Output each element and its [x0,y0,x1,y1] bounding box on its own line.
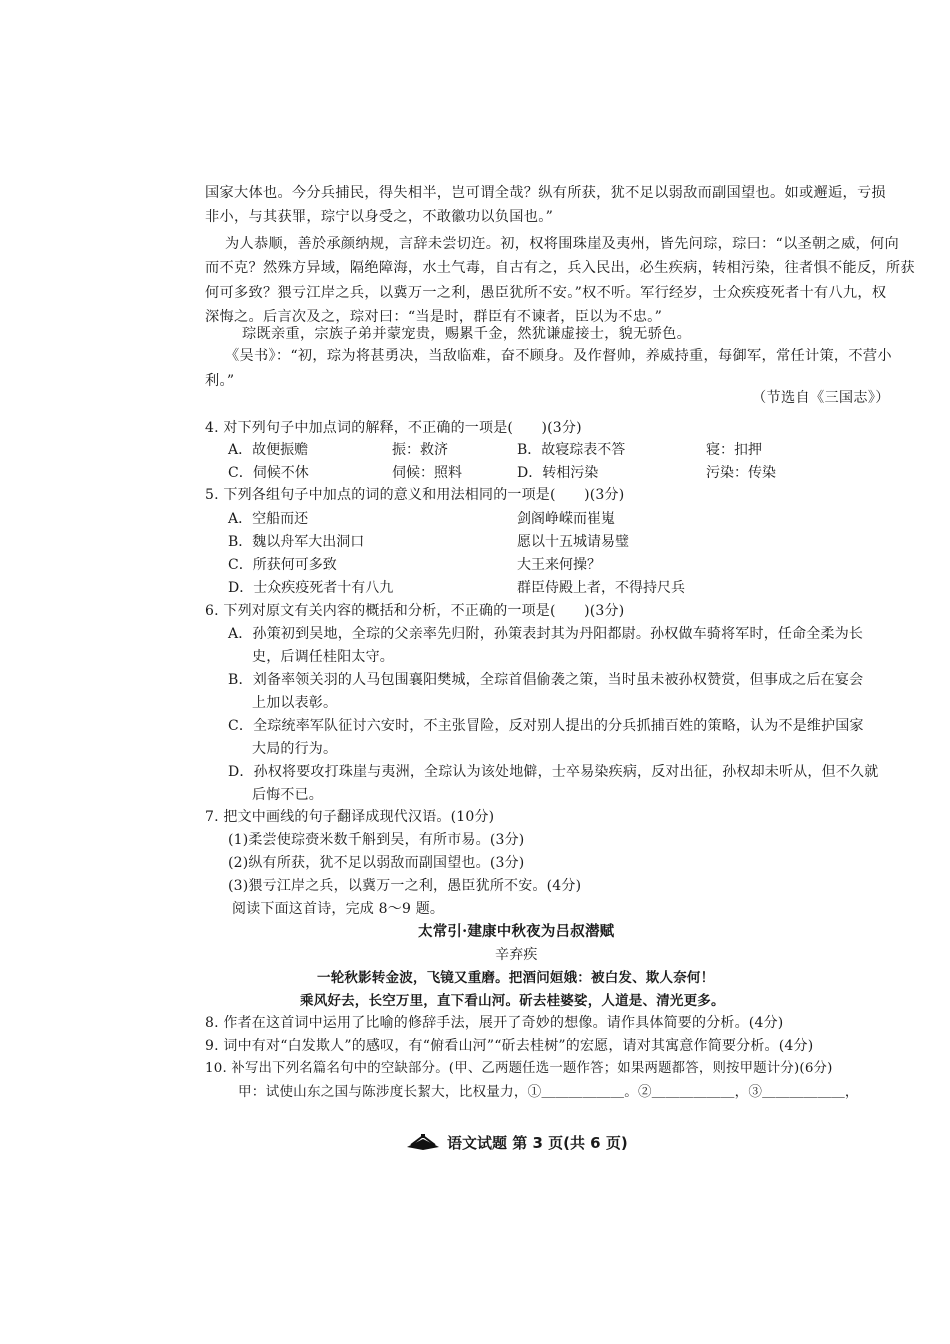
passage-line-4: 而不克？然殊方异域，隔绝障海，水土气毒，自古有之，兵入民出，必生疾病，转相污染，往者惧不能反，所获 [205,260,915,276]
question-6-option-b: B．刘备率领关羽的人马包围襄阳樊城，全琮首倡偷袭之策，当时虽未被孙权赞赏，但事成之后在宴会 [228,672,864,688]
question-6-option-d-cont: 后悔不已。 [252,787,323,803]
passage-line-3: 为人恭顺，善於承颜纳规，言辞未尝切迕。初，权将围珠崖及夷州，皆先问琮，琮曰：“以圣朝之威，何向 [225,236,899,252]
question-6-stem: 6. 下列对原文有关内容的概括和分析，不正确的一项是( )(3分) [205,603,625,619]
question-6-option-a-cont: 史，后调任桂阳太守。 [252,649,394,665]
poem-line-1: 一轮秋影转金波，飞镜又重磨。把酒问姮娥：被白发、欺人奈何！ [317,970,715,986]
question-6-option-c: C．全琮统率军队征讨六安时，不主张冒险，反对别人提出的分兵抓捕百姓的策略，认为不是维护国家 [228,718,864,734]
question-4-option-b: B．故寝琮表不答 [517,442,626,458]
question-10-stem: 10. 补写出下列名篇名句中的空缺部分。(甲、乙两题任选一题作答；如果两题都答，则按甲题计分)(6分) [205,1061,833,1076]
question-7-stem: 7. 把文中画线的句子翻译成现代汉语。(10分) [205,809,495,825]
question-5-option-d: D．士众疾疫死者十有八九 [228,580,394,596]
question-4-option-a: A．故便振赡 [228,442,309,458]
question-5-option-d-pair: 群臣侍殿上者，不得持尺兵 [517,580,685,596]
poem-line-2: 乘风好去，长空万里，直下看山河。斫去桂婆娑，人道是、清光更多。 [300,993,725,1009]
question-5-option-a: A．空船而还 [228,511,309,527]
question-4-option-b-gloss: 寝：扣押 [706,442,762,458]
page-footer [405,1130,628,1156]
question-4-option-c-gloss: 伺候：照料 [392,465,462,481]
question-7-sentence-3: (3)猥亏江岸之兵，以冀万一之利，愚臣犹所不安。(4分) [228,878,582,894]
question-7-sentence-1: (1)柔尝使琮赍米数千斛到吴，有所市易。(3分) [228,832,525,848]
question-4-stem: 4. 对下列句子中加点词的解释，不正确的一项是( )(3分) [205,420,582,436]
passage-line-6: 深悔之。后言次及之，琮对曰：“当是时，群臣有不谏者，臣以为不忠。” [205,309,663,325]
question-9: 9. 词中有对“白发欺人”的感叹，有“俯看山河”“斫去桂树”的宏愿，请对其寓意作简要分析。(4分) [205,1038,814,1054]
passage-line-2: 非小，与其获罪，琮宁以身受之，不敢徽功以负国也。” [205,209,554,225]
poem-title: 太常引·建康中秋夜为吕叔潜赋 [418,923,615,940]
passage-line-8: 《吴书》：“初，琮为将甚勇决，当敌临难，奋不顾身。及作督帅，养威持重，每御军，常任计策，不营小 [225,348,892,364]
poem-instructions: 阅读下面这首诗，完成 8～9 题。 [232,901,445,917]
footer-page-label: 语文试题 第 3 页(共 6 页) [447,1134,628,1152]
question-8: 8. 作者在这首词中运用了比喻的修辞手法，展开了奇妙的想像。请作具体简要的分析。(4分) [205,1015,784,1031]
question-5-option-c: C．所获何可多致 [228,557,337,573]
passage-line-9: 利。” [205,373,235,389]
question-10-part-jia: 甲：试使山东之国与陈涉度长絜大，比权量力，①＿＿＿＿＿＿。②＿＿＿＿＿＿，③＿＿＿＿＿＿， [238,1084,859,1100]
passage-line-7: 琮既亲重，宗族子弟并蒙宠贵，赐累千金，然犹谦虚接士，貌无骄色。 [242,326,692,342]
question-5-option-b-pair: 愿以十五城请易璧 [517,534,629,550]
question-4-option-c: C．伺候不休 [228,465,309,481]
question-5-option-c-pair: 大王来何操？ [517,557,601,573]
question-6-option-a: A．孙策初到吴地，全琮的父亲率先归附，孙策表封其为丹阳都尉。孙权做车骑将军时，任命全柔为长 [228,626,864,642]
question-4-option-d: D．转相污染 [517,465,599,481]
question-4-option-a-gloss: 振：救济 [392,442,448,458]
passage-line-5: 何可多致？猥亏江岸之兵，以冀万一之利，愚臣犹所不安。”权不听。军行经岁，士众疾疫死者十有八九，权 [205,285,887,301]
question-5-option-a-pair: 剑阁峥嵘而崔嵬 [517,511,615,527]
passage-line-1: 国家大体也。今分兵捕民，得失相半，岂可谓全哉？纵有所获，犹不足以弱敌而副国望也。如或邂逅，亏损 [205,185,886,201]
passage-source: （节选自《三国志》） [752,390,890,406]
question-7-sentence-2: (2)纵有所获，犹不足以弱敌而副国望也。(3分) [228,855,525,871]
question-6-option-b-cont: 上加以表彰。 [252,695,338,711]
question-5-option-b: B．魏以舟军大出洞口 [228,534,365,550]
question-4-option-d-gloss: 污染：传染 [706,465,776,481]
book-logo-icon [405,1133,441,1151]
question-6-option-c-cont: 大局的行为。 [252,741,338,757]
poem-author: 辛弃疾 [495,947,538,963]
question-6-option-d: D．孙权将要攻打珠崖与夷洲，全琮认为该处地僻，士卒易染疾病，反对出征，孙权却未听从，但不久就 [228,764,879,780]
question-5-stem: 5. 下列各组句子中加点的词的意义和用法相同的一项是( )(3分) [205,487,625,503]
